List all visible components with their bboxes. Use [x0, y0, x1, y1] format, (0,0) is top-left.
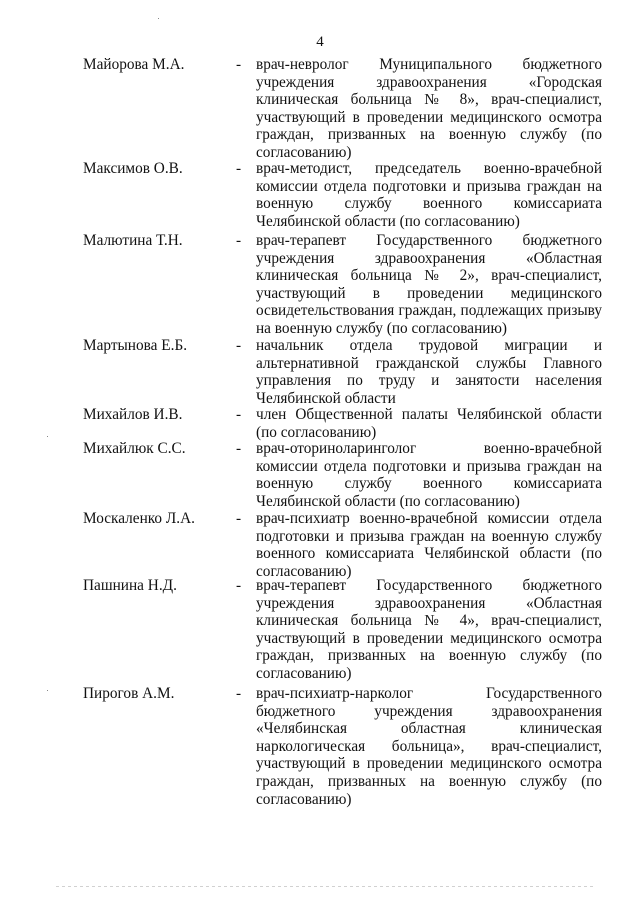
- separator-dash: -: [236, 232, 242, 249]
- member-name: Москаленко Л.А.: [83, 510, 195, 527]
- member-description: член Общественной палаты Челябинской области (по согласованию): [256, 406, 602, 441]
- member-name: Максимов О.В.: [83, 160, 183, 177]
- member-description: врач-невролог Муниципального бюджетного учреждения здравоохранения «Городская клиническая больница № 8», врач-специалист, участвующий в проведении медицинского осмотра граждан, призванных на военную службу (по согласованию): [256, 56, 602, 161]
- member-name: Михайлов И.В.: [83, 406, 183, 423]
- separator-dash: -: [236, 510, 242, 527]
- member-description: начальник отдела трудовой миграции и альтернативной гражданской службы Главного управления по труду и занятости населения Челябинской области: [256, 337, 602, 407]
- page-number: 4: [316, 34, 324, 50]
- scan-speck: [47, 436, 48, 437]
- member-name: Михайлюк С.С.: [83, 440, 186, 457]
- member-description: врач-оториноларинголог военно-врачебной комиссии отдела подготовки и призыва граждан на военную службу военного комиссариата Челябинской области (по согласованию): [256, 440, 602, 510]
- member-name: Мартынова Е.Б.: [83, 337, 188, 354]
- member-name: Малютина Т.Н.: [83, 232, 183, 249]
- member-name: Пирогов А.М.: [83, 685, 175, 702]
- scan-speck: [47, 690, 48, 691]
- member-name: Пашнина Н.Д.: [83, 577, 177, 594]
- member-description: врач-терапевт Государственного бюджетного учреждения здравоохранения «Областная клиническая больница № 2», врач-специалист, участвующий в проведении медицинского освидетельствования граждан, подлежащих призыву на военную службу (по согласованию): [256, 232, 602, 337]
- separator-dash: -: [236, 160, 242, 177]
- scan-speck: [158, 18, 159, 19]
- separator-dash: -: [236, 685, 242, 702]
- member-description: врач-психиатр-нарколог Государственного бюджетного учреждения здравоохранения «Челябинская областная клиническая наркологическая больница», врач-специалист, участвующий в проведении медицинского осмотра граждан, призванных на военную службу (по согласованию): [256, 685, 602, 808]
- member-description: врач-психиатр военно-врачебной комиссии отдела подготовки и призыва граждан на военную службу военного комиссариата Челябинской области (по согласованию): [256, 510, 602, 580]
- separator-dash: -: [236, 337, 242, 354]
- separator-dash: -: [236, 56, 242, 73]
- member-description: врач-терапевт Государственного бюджетного учреждения здравоохранения «Областная клиническая больница № 4», врач-специалист, участвующий в проведении медицинского осмотра граждан, призванных на военную службу (по согласованию): [256, 577, 602, 682]
- scan-edge-line: [56, 886, 596, 887]
- member-name: Майорова М.А.: [83, 56, 185, 73]
- separator-dash: -: [236, 406, 242, 423]
- member-description: врач-методист, председатель военно-врачебной комиссии отдела подготовки и призыва граждан на военную службу военного комиссариата Челябинской области (по согласованию): [256, 160, 602, 230]
- separator-dash: -: [236, 440, 242, 457]
- separator-dash: -: [236, 577, 242, 594]
